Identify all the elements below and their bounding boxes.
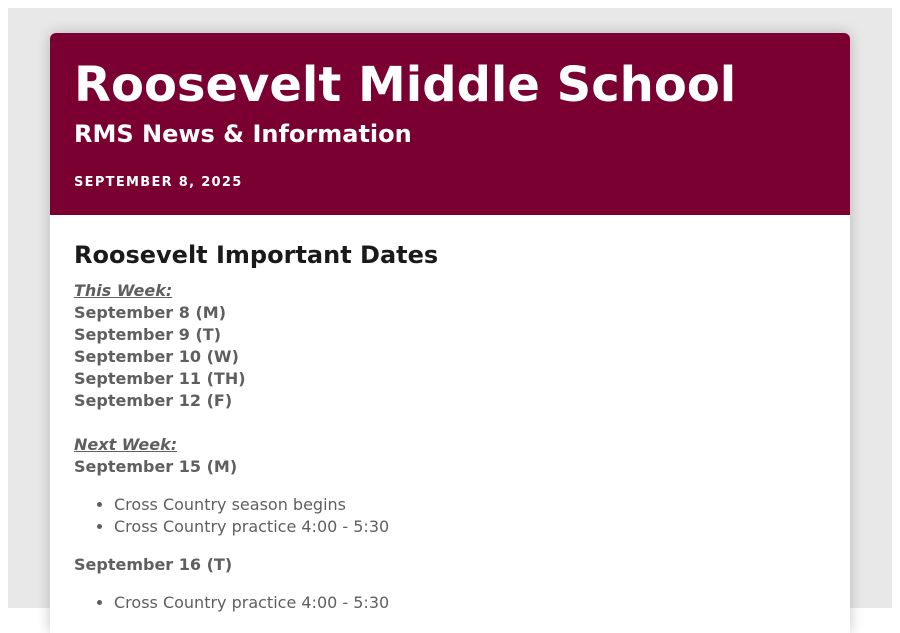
this-week-label: This Week:	[74, 281, 173, 300]
event-item: • Cross Country season begins	[114, 494, 826, 516]
next-week-day: September 15 (M)	[74, 457, 238, 476]
this-week-day: September 12 (F)	[74, 391, 233, 410]
event-list	[74, 494, 826, 538]
newsletter-date: SEPTEMBER 8, 2025	[74, 175, 243, 190]
this-week-day: September 11 (TH)	[74, 369, 246, 388]
next-week-label: Next Week:	[74, 435, 178, 454]
section-spacer	[74, 412, 826, 434]
event-item: • Cross Country practice 4:00 - 5:30	[114, 592, 826, 614]
newsletter-subtitle: RMS News & Information	[74, 120, 412, 148]
newsletter-header	[50, 33, 850, 215]
next-week-day: September 16 (T)	[74, 555, 233, 574]
this-week-day: September 8 (M)	[74, 303, 227, 322]
this-week-day: September 9 (T)	[74, 325, 222, 344]
this-week-day: September 10 (W)	[74, 347, 239, 366]
school-name: Roosevelt Middle School	[74, 57, 737, 113]
newsletter-content	[50, 215, 850, 614]
event-list	[74, 592, 826, 614]
section-title: Roosevelt Important Dates	[74, 241, 439, 269]
newsletter-card	[50, 33, 850, 633]
event-item: • Cross Country practice 4:00 - 5:30	[114, 516, 826, 538]
